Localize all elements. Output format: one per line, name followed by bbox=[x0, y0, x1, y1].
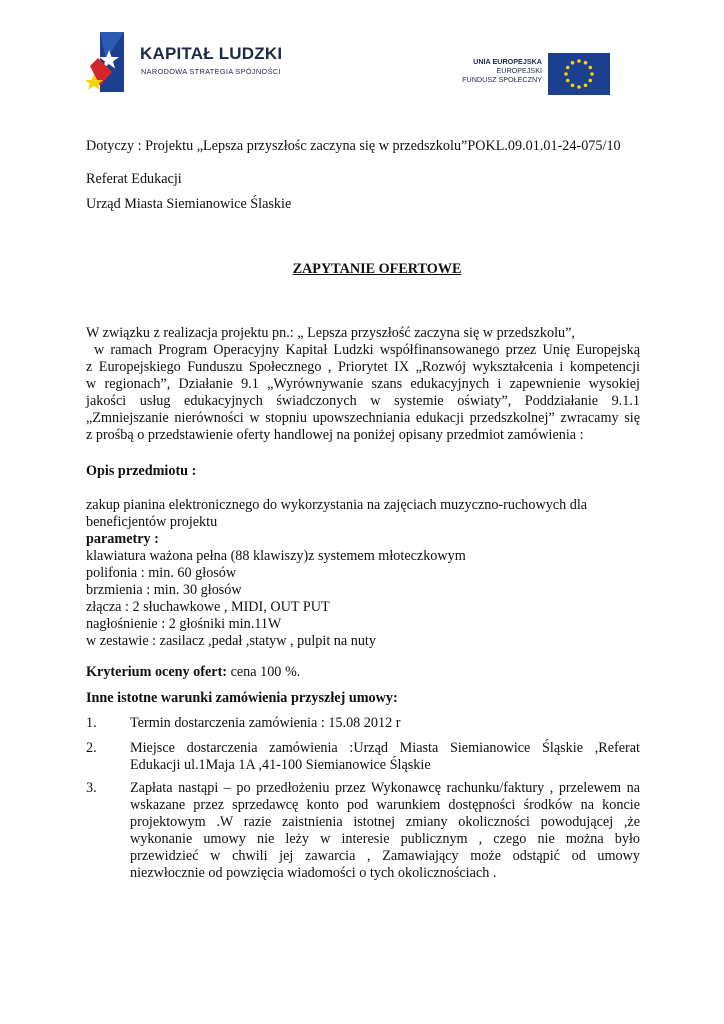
param-item: złącza : 2 słuchawkowe , MIDI, OUT PUT bbox=[86, 599, 330, 615]
kryterium-line bbox=[86, 664, 300, 681]
opis-block bbox=[86, 497, 646, 650]
item-number: 1. bbox=[86, 715, 97, 731]
eu-line2: EUROPEJSKI bbox=[496, 66, 542, 75]
urzad-line: Urząd Miasta Siemianowice Ślaskie bbox=[86, 196, 292, 212]
item-line: Miejsce dostarczenia zamówienia :Urząd Miasta Siemianowice Śląskie ,Referat bbox=[130, 740, 640, 756]
item-line: przewidzieć w chwili jej zawarcia , Zamawiający może odstąpić od umowy bbox=[130, 848, 640, 864]
item-number: 2. bbox=[86, 740, 97, 756]
intro-line: „Zmniejszanie nierówności w stopniu upowszechniania edukacji przedszkolnej” zwracamy się bbox=[86, 410, 640, 426]
document-title: ZAPYTANIE OFERTOWE bbox=[292, 261, 462, 277]
param-item: w zestawie : zasilacz ,pedał ,statyw , pulpit na nuty bbox=[86, 633, 376, 649]
kapital-ludzki-emblem-icon bbox=[86, 30, 132, 94]
warunki-item-2 bbox=[86, 740, 640, 774]
intro-line: w ramach Program Operacyjny Kapitał Ludzki współfinansowanego przez Unię Europejską bbox=[94, 342, 640, 358]
kapital-ludzki-logo bbox=[86, 30, 296, 94]
opis-heading: Opis przedmiotu : bbox=[86, 463, 197, 479]
item-number: 3. bbox=[86, 780, 97, 796]
eu-line3: FUNDUSZ SPOŁECZNY bbox=[462, 75, 542, 84]
eu-line1: UNIA EUROPEJSKA bbox=[473, 57, 542, 66]
item-line: wykonanie umowy nie leży w interesie publicznym , czego nie można było bbox=[130, 831, 640, 847]
warunki-item-1 bbox=[86, 715, 640, 732]
intro-line: W związku z realizacja projektu pn.: „ Lepsza przyszłość zaczyna się w przedszkolu”, bbox=[86, 325, 575, 341]
referat-line: Referat Edukacji bbox=[86, 171, 182, 187]
kryterium-value: cena 100 %. bbox=[227, 664, 301, 680]
intro-line: w regionach”, Działanie 9.1 „Wyrównywanie szans edukacyjnych i zapewnienie wysokiej bbox=[86, 376, 640, 392]
intro-paragraph bbox=[86, 325, 640, 444]
opis-line: zakup pianina elektronicznego do wykorzystania na zajęciach muzyczno-ruchowych dla bbox=[86, 497, 588, 513]
intro-line: jakości usług edukacyjnych świadczonych w systemie oświaty”, Poddziałanie 9.1.1 bbox=[86, 393, 640, 409]
item-line: Zapłata nastąpi – po przedłożeniu przez Wykonawcę rachunku/faktury , przelewem na bbox=[130, 780, 640, 796]
item-line: Edukacji ul.1Maja 1A ,41-100 Siemianowice Śląskie bbox=[130, 757, 431, 773]
dotyczy-line: Dotyczy : Projektu „Lepsza przyszłośc zaczyna się w przedszkolu”POKL.09.01.01-24-075/10 bbox=[86, 138, 621, 154]
parametry-heading: parametry : bbox=[86, 531, 159, 547]
param-item: klawiatura ważona pełna (88 klawiszy)z systemem młoteczkowym bbox=[86, 548, 466, 564]
kryterium-label: Kryterium oceny ofert: bbox=[86, 664, 228, 680]
kl-logo-subtitle: NARODOWA STRATEGIA SPÓJNOŚCI bbox=[141, 67, 281, 76]
item-line: niezwłocznie od powzięcia wiadomości o tych okolicznościach . bbox=[130, 865, 497, 881]
kl-logo-title: KAPITAŁ LUDZKI bbox=[140, 44, 283, 63]
intro-line: z prośbą o przedstawienie oferty handlowej na poniżej opisany przedmiot zamówienia : bbox=[86, 427, 584, 443]
item-line: Termin dostarczenia zamówienia : 15.08 2012 r bbox=[130, 715, 401, 731]
opis-line: beneficjentów projektu bbox=[86, 514, 218, 530]
eu-flag-icon bbox=[548, 53, 610, 95]
param-item: brzmienia : min. 30 głosów bbox=[86, 582, 242, 598]
item-line: wskazane przez sprzedawcę konto pod warunkiem dostępności środków na koncie bbox=[130, 797, 640, 813]
warunki-item-3 bbox=[86, 780, 640, 882]
param-item: polifonia : min. 60 głosów bbox=[86, 565, 237, 581]
warunki-heading: Inne istotne warunki zamówienia przyszłej umowy: bbox=[86, 690, 398, 706]
intro-line: z Europejskiego Funduszu Społecznego , Priorytet IX „Rozwój wykształcenia i kompetencji bbox=[86, 359, 640, 375]
eu-logo bbox=[452, 53, 612, 95]
param-item: nagłośnienie : 2 głośniki min.11W bbox=[86, 616, 282, 632]
item-line: projektowym .W razie zaistnienia istotnej zmiany okoliczności powodującej ,że bbox=[130, 814, 640, 830]
